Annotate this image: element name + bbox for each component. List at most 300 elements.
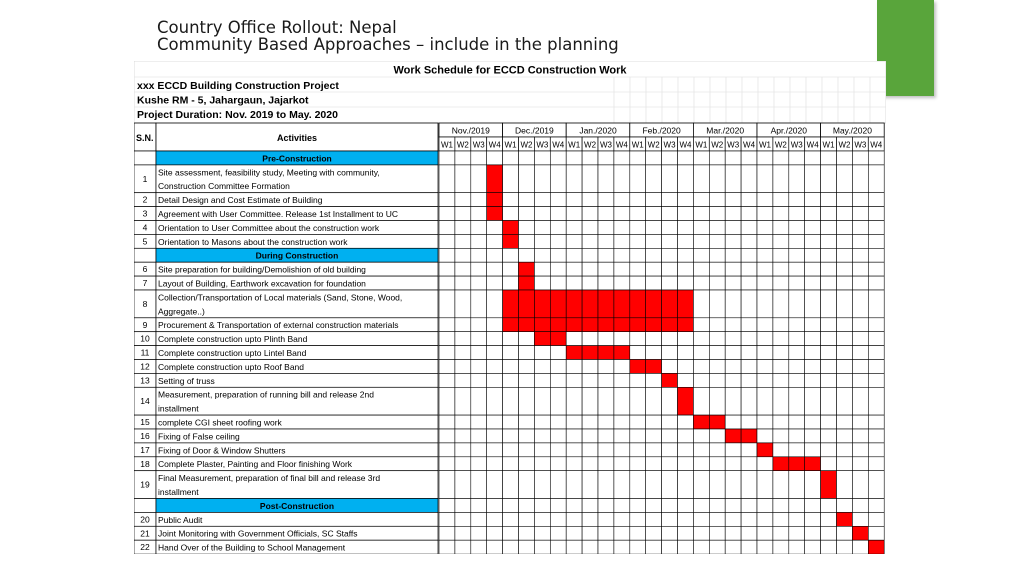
- week-cell: [709, 290, 725, 318]
- week-cell: [837, 499, 853, 513]
- week-cell: [773, 373, 789, 387]
- week-cell: [471, 221, 487, 235]
- week-cell: [487, 471, 503, 499]
- week-cell: [709, 443, 725, 457]
- gantt-bar-cell: [550, 332, 566, 346]
- week-cell: [757, 332, 773, 346]
- week-cell: [741, 443, 757, 457]
- week-cell: [852, 248, 868, 262]
- week-cell: [455, 360, 471, 374]
- week-cell: [868, 346, 884, 360]
- week-cell: [439, 262, 455, 276]
- week-cell: [662, 415, 678, 429]
- week-cell: [837, 165, 853, 193]
- project-info-line: Kushe RM - 5, Jahargaun, Jajarkot: [137, 94, 309, 107]
- activity-text: Orientation to Masons about the construction work: [158, 236, 348, 247]
- week-header: W3: [599, 140, 612, 150]
- week-cell: [439, 429, 455, 443]
- week-cell: [852, 221, 868, 235]
- week-cell: [662, 457, 678, 471]
- gantt-bar-cell: [598, 346, 614, 360]
- week-cell: [868, 262, 884, 276]
- week-cell: [455, 415, 471, 429]
- week-cell: [709, 193, 725, 207]
- week-cell: [646, 526, 662, 540]
- week-cell: [678, 207, 694, 221]
- week-cell: [471, 248, 487, 262]
- week-cell: [789, 234, 805, 248]
- week-cell: [439, 373, 455, 387]
- activity-text: Complete Plaster, Painting and Floor finishing Work: [158, 459, 353, 470]
- week-cell: [837, 526, 853, 540]
- week-cell: [630, 540, 646, 554]
- week-cell: [534, 415, 550, 429]
- week-cell: [582, 207, 598, 221]
- week-cell: [805, 540, 821, 554]
- week-cell: [678, 471, 694, 499]
- activity-text: Measurement, preparation of running bill and release 2nd: [158, 389, 374, 400]
- week-cell: [471, 457, 487, 471]
- week-cell: [693, 207, 709, 221]
- week-cell: [709, 429, 725, 443]
- week-cell: [789, 443, 805, 457]
- week-cell: [678, 193, 694, 207]
- week-cell: [821, 443, 837, 457]
- week-cell: [725, 290, 741, 318]
- week-cell: [821, 248, 837, 262]
- week-cell: [439, 415, 455, 429]
- week-cell: [550, 165, 566, 193]
- week-cell: [662, 193, 678, 207]
- week-cell: [487, 221, 503, 235]
- week-cell: [662, 499, 678, 513]
- week-cell: [821, 360, 837, 374]
- week-cell: [773, 318, 789, 332]
- week-cell: [868, 526, 884, 540]
- week-cell: [852, 360, 868, 374]
- week-cell: [455, 471, 471, 499]
- week-cell: [725, 499, 741, 513]
- week-cell: [709, 387, 725, 415]
- row-sn: 6: [142, 264, 148, 275]
- week-cell: [837, 429, 853, 443]
- week-cell: [519, 373, 535, 387]
- week-cell: [773, 499, 789, 513]
- week-cell: [646, 207, 662, 221]
- week-cell: [789, 193, 805, 207]
- week-cell: [455, 429, 471, 443]
- week-cell: [550, 457, 566, 471]
- week-cell: [693, 262, 709, 276]
- week-cell: [630, 248, 646, 262]
- week-cell: [757, 373, 773, 387]
- week-cell: [550, 415, 566, 429]
- week-cell: [789, 332, 805, 346]
- week-cell: [471, 318, 487, 332]
- week-cell: [725, 276, 741, 290]
- gantt-bar-cell: [773, 457, 789, 471]
- week-cell: [630, 207, 646, 221]
- row-sn: 17: [140, 444, 150, 455]
- activity-text: Orientation to User Committee about the construction work: [158, 222, 380, 233]
- week-cell: [662, 443, 678, 457]
- section-label: Pre-Construction: [262, 153, 332, 164]
- week-cell: [741, 526, 757, 540]
- week-cell: [852, 373, 868, 387]
- month-header: Jan./2020: [579, 125, 617, 136]
- gantt-bar-cell: [487, 165, 503, 193]
- row-sn: 3: [142, 208, 148, 219]
- week-cell: [868, 207, 884, 221]
- week-cell: [678, 526, 694, 540]
- week-cell: [614, 276, 630, 290]
- week-cell: [741, 234, 757, 248]
- week-cell: [773, 234, 789, 248]
- week-cell: [678, 512, 694, 526]
- week-cell: [566, 415, 582, 429]
- week-cell: [534, 512, 550, 526]
- week-cell: [503, 415, 519, 429]
- week-cell: [741, 248, 757, 262]
- week-cell: [693, 540, 709, 554]
- week-cell: [646, 276, 662, 290]
- gantt-bar-cell: [566, 346, 582, 360]
- week-cell: [757, 526, 773, 540]
- week-cell: [805, 415, 821, 429]
- week-cell: [503, 248, 519, 262]
- week-cell: [439, 360, 455, 374]
- week-cell: [550, 234, 566, 248]
- week-cell: [852, 262, 868, 276]
- gantt-bar-cell: [630, 360, 646, 374]
- week-cell: [821, 387, 837, 415]
- week-cell: [773, 540, 789, 554]
- week-cell: [725, 332, 741, 346]
- week-cell: [471, 512, 487, 526]
- gantt-bar-cell: [534, 290, 550, 318]
- week-cell: [837, 415, 853, 429]
- week-header: W2: [647, 140, 660, 150]
- week-cell: [487, 540, 503, 554]
- week-cell: [487, 276, 503, 290]
- row-sn: 1: [142, 173, 148, 184]
- week-cell: [837, 221, 853, 235]
- week-cell: [487, 360, 503, 374]
- section-sn-cell: [134, 151, 156, 165]
- week-cell: [503, 471, 519, 499]
- week-cell: [519, 360, 535, 374]
- week-cell: [614, 234, 630, 248]
- row-sn: 18: [140, 458, 150, 469]
- week-cell: [630, 193, 646, 207]
- week-cell: [614, 193, 630, 207]
- week-cell: [455, 499, 471, 513]
- week-cell: [519, 429, 535, 443]
- week-cell: [614, 207, 630, 221]
- week-header: W3: [663, 140, 676, 150]
- week-cell: [741, 457, 757, 471]
- activity-text: Site assessment, feasibility study, Meeting with community,: [158, 167, 380, 178]
- week-cell: [566, 262, 582, 276]
- week-cell: [503, 540, 519, 554]
- week-cell: [837, 234, 853, 248]
- week-header: W2: [774, 140, 787, 150]
- week-header: W3: [536, 140, 549, 150]
- week-cell: [534, 457, 550, 471]
- week-cell: [868, 318, 884, 332]
- week-cell: [487, 373, 503, 387]
- week-cell: [503, 346, 519, 360]
- week-cell: [503, 429, 519, 443]
- week-cell: [821, 499, 837, 513]
- week-cell: [487, 429, 503, 443]
- week-cell: [519, 540, 535, 554]
- gantt-bar-cell: [821, 471, 837, 499]
- week-cell: [439, 165, 455, 193]
- week-cell: [614, 332, 630, 346]
- week-cell: [614, 471, 630, 499]
- activity-text: complete CGI sheet roofing work: [158, 417, 282, 428]
- week-cell: [805, 165, 821, 193]
- week-cell: [709, 499, 725, 513]
- week-cell: [757, 429, 773, 443]
- week-cell: [662, 332, 678, 346]
- week-cell: [439, 540, 455, 554]
- week-cell: [693, 193, 709, 207]
- week-cell: [534, 443, 550, 457]
- week-cell: [534, 471, 550, 499]
- week-cell: [868, 193, 884, 207]
- week-cell: [805, 387, 821, 415]
- week-header: W2: [456, 140, 469, 150]
- week-cell: [789, 373, 805, 387]
- week-cell: [693, 276, 709, 290]
- week-cell: [821, 540, 837, 554]
- activity-text: Procurement & Transportation of external construction materials: [158, 320, 399, 331]
- week-cell: [821, 429, 837, 443]
- gantt-bar-cell: [503, 318, 519, 332]
- week-cell: [662, 262, 678, 276]
- week-cell: [868, 429, 884, 443]
- week-cell: [566, 234, 582, 248]
- gantt-bar-cell: [614, 290, 630, 318]
- week-cell: [805, 290, 821, 318]
- week-cell: [805, 332, 821, 346]
- gantt-bar-cell: [503, 221, 519, 235]
- gantt-bar-cell: [598, 290, 614, 318]
- week-cell: [709, 332, 725, 346]
- section-label: During Construction: [255, 250, 339, 261]
- week-cell: [662, 248, 678, 262]
- week-cell: [487, 151, 503, 165]
- week-cell: [821, 512, 837, 526]
- week-cell: [837, 360, 853, 374]
- week-cell: [471, 471, 487, 499]
- week-cell: [646, 457, 662, 471]
- week-cell: [693, 248, 709, 262]
- week-cell: [837, 346, 853, 360]
- week-cell: [789, 512, 805, 526]
- week-cell: [487, 457, 503, 471]
- week-cell: [582, 276, 598, 290]
- week-cell: [741, 262, 757, 276]
- week-cell: [566, 207, 582, 221]
- project-info-line: xxx ECCD Building Construction Project: [137, 80, 339, 92]
- week-cell: [519, 221, 535, 235]
- week-cell: [566, 221, 582, 235]
- week-cell: [789, 387, 805, 415]
- week-cell: [837, 540, 853, 554]
- week-cell: [662, 234, 678, 248]
- gantt-bar-cell: [868, 540, 884, 554]
- week-cell: [725, 248, 741, 262]
- week-cell: [534, 429, 550, 443]
- week-cell: [550, 387, 566, 415]
- week-cell: [614, 221, 630, 235]
- week-cell: [646, 443, 662, 457]
- week-cell: [837, 207, 853, 221]
- week-cell: [646, 151, 662, 165]
- week-cell: [821, 165, 837, 193]
- week-cell: [709, 318, 725, 332]
- activity-text: Fixing of False ceiling: [158, 431, 240, 442]
- week-cell: [471, 429, 487, 443]
- week-cell: [582, 429, 598, 443]
- week-cell: [550, 526, 566, 540]
- week-cell: [646, 221, 662, 235]
- month-header: Mar./2020: [706, 125, 745, 136]
- week-cell: [741, 165, 757, 193]
- week-cell: [757, 360, 773, 374]
- week-cell: [487, 248, 503, 262]
- week-cell: [773, 415, 789, 429]
- week-header: W4: [679, 140, 692, 150]
- week-cell: [662, 346, 678, 360]
- week-cell: [662, 207, 678, 221]
- gantt-bar-cell: [487, 207, 503, 221]
- activity-text: Setting of truss: [158, 375, 215, 386]
- work-schedule-table: [134, 61, 886, 554]
- week-cell: [630, 415, 646, 429]
- gantt-bar-cell: [678, 290, 694, 318]
- week-cell: [821, 332, 837, 346]
- week-cell: [662, 360, 678, 374]
- week-cell: [534, 526, 550, 540]
- week-cell: [614, 415, 630, 429]
- week-cell: [773, 346, 789, 360]
- week-cell: [852, 346, 868, 360]
- week-cell: [868, 457, 884, 471]
- week-cell: [709, 457, 725, 471]
- week-cell: [741, 360, 757, 374]
- week-cell: [550, 471, 566, 499]
- week-cell: [868, 165, 884, 193]
- week-cell: [598, 193, 614, 207]
- month-header: Nov./2019: [451, 125, 490, 136]
- week-header: W1: [822, 140, 835, 150]
- week-cell: [678, 443, 694, 457]
- week-cell: [773, 387, 789, 415]
- week-cell: [693, 346, 709, 360]
- week-cell: [487, 234, 503, 248]
- week-cell: [725, 512, 741, 526]
- week-cell: [566, 540, 582, 554]
- week-cell: [519, 346, 535, 360]
- week-cell: [805, 443, 821, 457]
- week-cell: [757, 151, 773, 165]
- week-cell: [709, 373, 725, 387]
- week-cell: [773, 332, 789, 346]
- week-cell: [837, 193, 853, 207]
- week-cell: [503, 526, 519, 540]
- week-cell: [852, 457, 868, 471]
- week-cell: [598, 332, 614, 346]
- week-cell: [630, 346, 646, 360]
- week-cell: [789, 151, 805, 165]
- week-cell: [614, 499, 630, 513]
- week-header: W2: [520, 140, 533, 150]
- week-cell: [868, 499, 884, 513]
- week-cell: [725, 318, 741, 332]
- week-cell: [693, 457, 709, 471]
- week-cell: [837, 290, 853, 318]
- week-cell: [741, 318, 757, 332]
- week-cell: [471, 540, 487, 554]
- week-cell: [439, 276, 455, 290]
- week-cell: [503, 360, 519, 374]
- week-cell: [614, 165, 630, 193]
- week-cell: [519, 443, 535, 457]
- week-cell: [582, 387, 598, 415]
- gantt-bar-cell: [519, 318, 535, 332]
- week-cell: [852, 165, 868, 193]
- week-cell: [487, 262, 503, 276]
- activity-text: Final Measurement, preparation of final bill and release 3rd: [158, 473, 381, 484]
- gantt-bar-cell: [519, 290, 535, 318]
- week-cell: [582, 443, 598, 457]
- week-cell: [821, 234, 837, 248]
- slide-title-line-1: Country Office Rollout: Nepal: [157, 18, 397, 37]
- week-cell: [455, 207, 471, 221]
- gantt-bar-cell: [598, 318, 614, 332]
- gantt-bar-cell: [550, 290, 566, 318]
- week-cell: [821, 346, 837, 360]
- week-cell: [837, 332, 853, 346]
- week-cell: [455, 318, 471, 332]
- week-cell: [471, 290, 487, 318]
- week-cell: [503, 387, 519, 415]
- week-cell: [837, 151, 853, 165]
- week-cell: [725, 221, 741, 235]
- gantt-bar-cell: [487, 193, 503, 207]
- activity-text: installment: [158, 487, 199, 497]
- week-cell: [837, 248, 853, 262]
- week-cell: [439, 221, 455, 235]
- week-cell: [614, 248, 630, 262]
- week-cell: [852, 151, 868, 165]
- week-cell: [471, 387, 487, 415]
- week-cell: [837, 373, 853, 387]
- row-sn: 14: [140, 396, 150, 407]
- week-header: W1: [568, 140, 581, 150]
- week-cell: [821, 290, 837, 318]
- week-cell: [598, 207, 614, 221]
- week-cell: [678, 165, 694, 193]
- week-cell: [725, 165, 741, 193]
- week-cell: [519, 234, 535, 248]
- week-cell: [852, 193, 868, 207]
- week-cell: [662, 471, 678, 499]
